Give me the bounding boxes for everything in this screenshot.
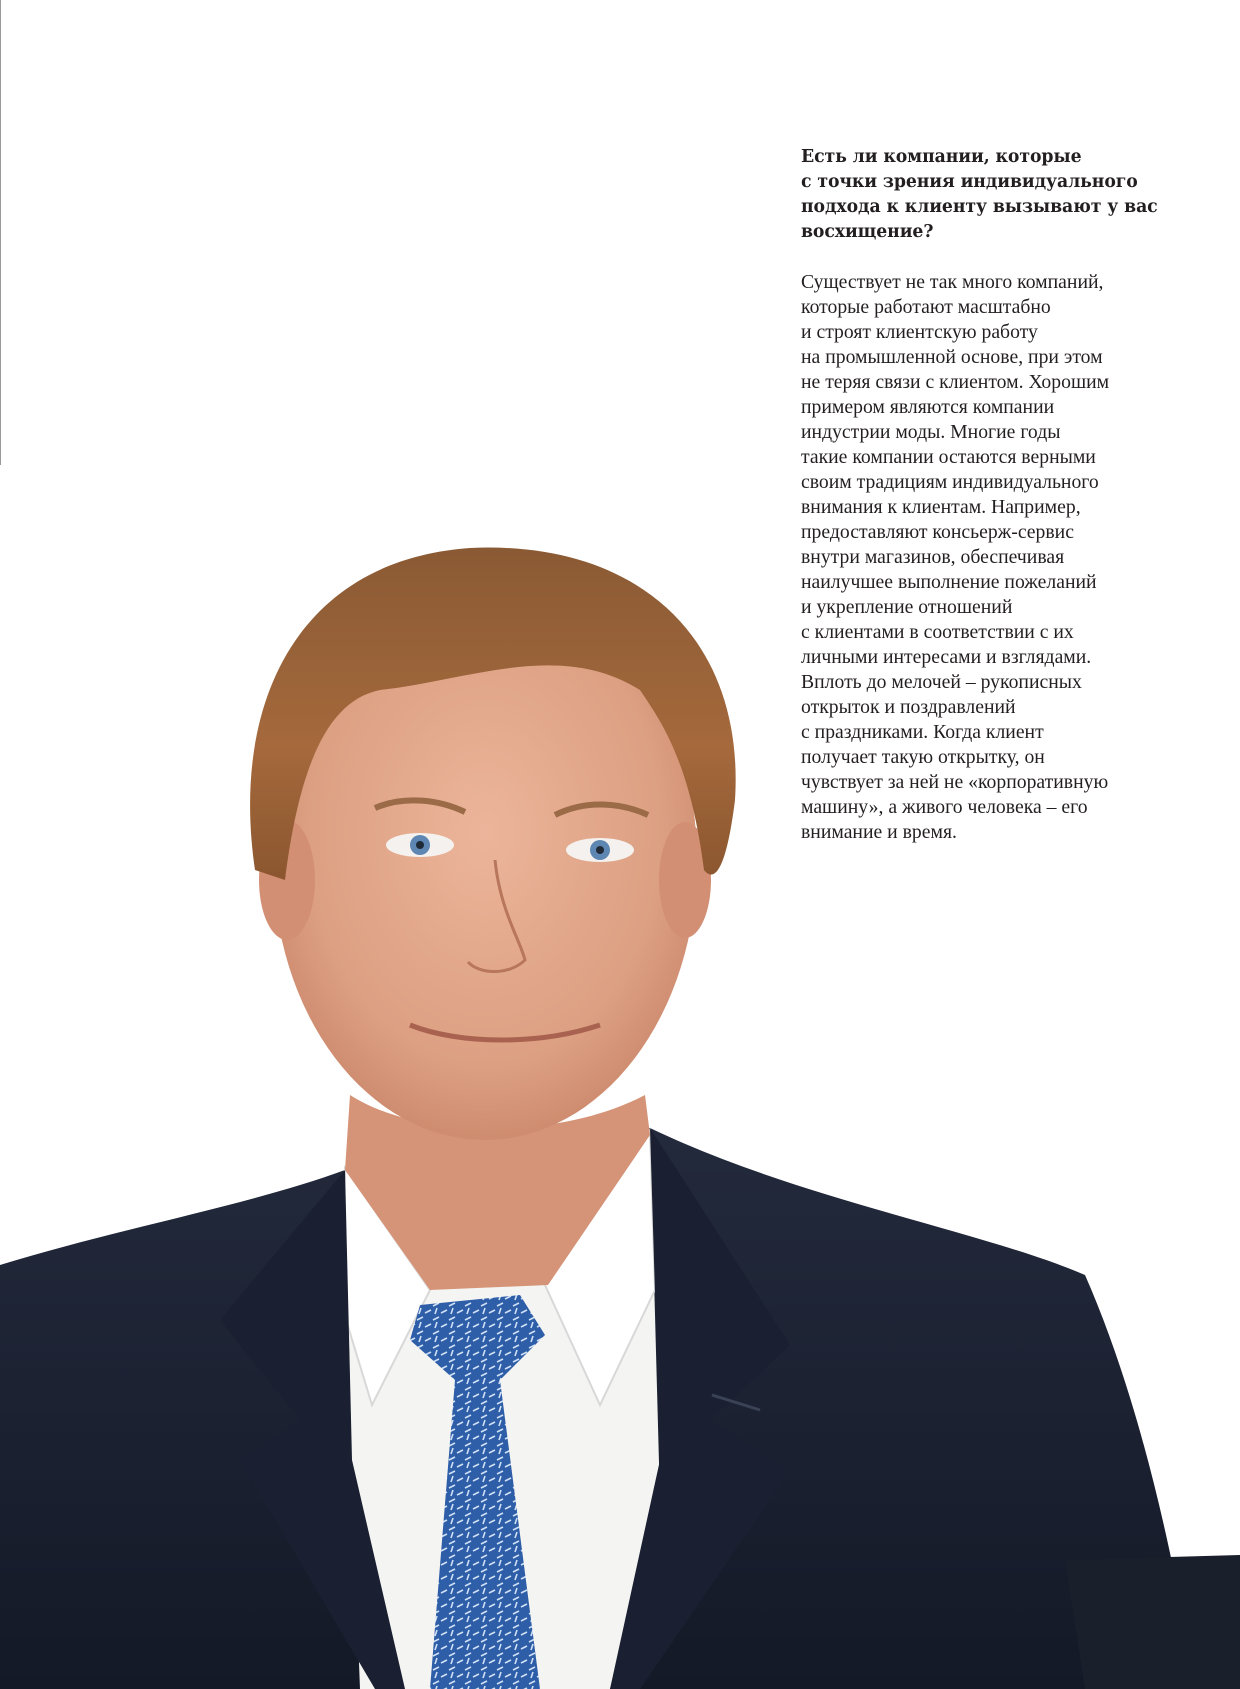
question-line: подхода к клиенту вызывают у вас (801, 197, 1158, 217)
question-line: с точки зрения индивидуального (801, 172, 1138, 192)
answer-line: такие компании остаются верными (801, 446, 1096, 468)
answer-line: которые работают масштабно (801, 296, 1051, 318)
answer-line: не теряя связи с клиентом. Хорошим (801, 371, 1110, 393)
answer-line: предоставляют консьерж-сервис (801, 521, 1074, 543)
answer-line: с праздниками. Когда клиент (801, 721, 1044, 743)
answer-line: своим традициям индивидуального (801, 471, 1099, 493)
question-line: восхищение? (801, 222, 934, 242)
answer-line: Вплоть до мелочей – рукописных (801, 671, 1082, 693)
answer-line: и строят клиентскую работу (801, 321, 1038, 343)
answer-line: чувствует за ней не «корпоративную (801, 771, 1109, 793)
answer-line: примером являются компании (801, 396, 1055, 418)
interview-article (801, 145, 1231, 845)
answer-line: машину», а живого человека – его (801, 796, 1088, 818)
answer-line: внутри магазинов, обеспечивая (801, 546, 1065, 568)
interview-answer (801, 270, 1231, 845)
answer-line: на промышленной основе, при этом (801, 346, 1103, 368)
background-figure (1065, 1555, 1240, 1689)
answer-line: внимания к клиентам. Например, (801, 496, 1081, 518)
answer-line: получает такую открытку, он (801, 746, 1045, 768)
answer-line: с клиентами в соответствии с их (801, 621, 1074, 643)
answer-line: наилучшее выполнение пожеланий (801, 571, 1097, 593)
answer-line: индустрии моды. Многие годы (801, 421, 1061, 443)
answer-line: личными интересами и взглядами. (801, 646, 1092, 668)
answer-line: и укрепление отношений (801, 596, 1013, 618)
interview-question (801, 145, 1231, 245)
question-line: Есть ли компании, которые (801, 147, 1082, 167)
answer-line: Существует не так много компаний, (801, 271, 1104, 293)
answer-line: открыток и поздравлений (801, 696, 1016, 718)
answer-line: внимание и время. (801, 821, 957, 843)
